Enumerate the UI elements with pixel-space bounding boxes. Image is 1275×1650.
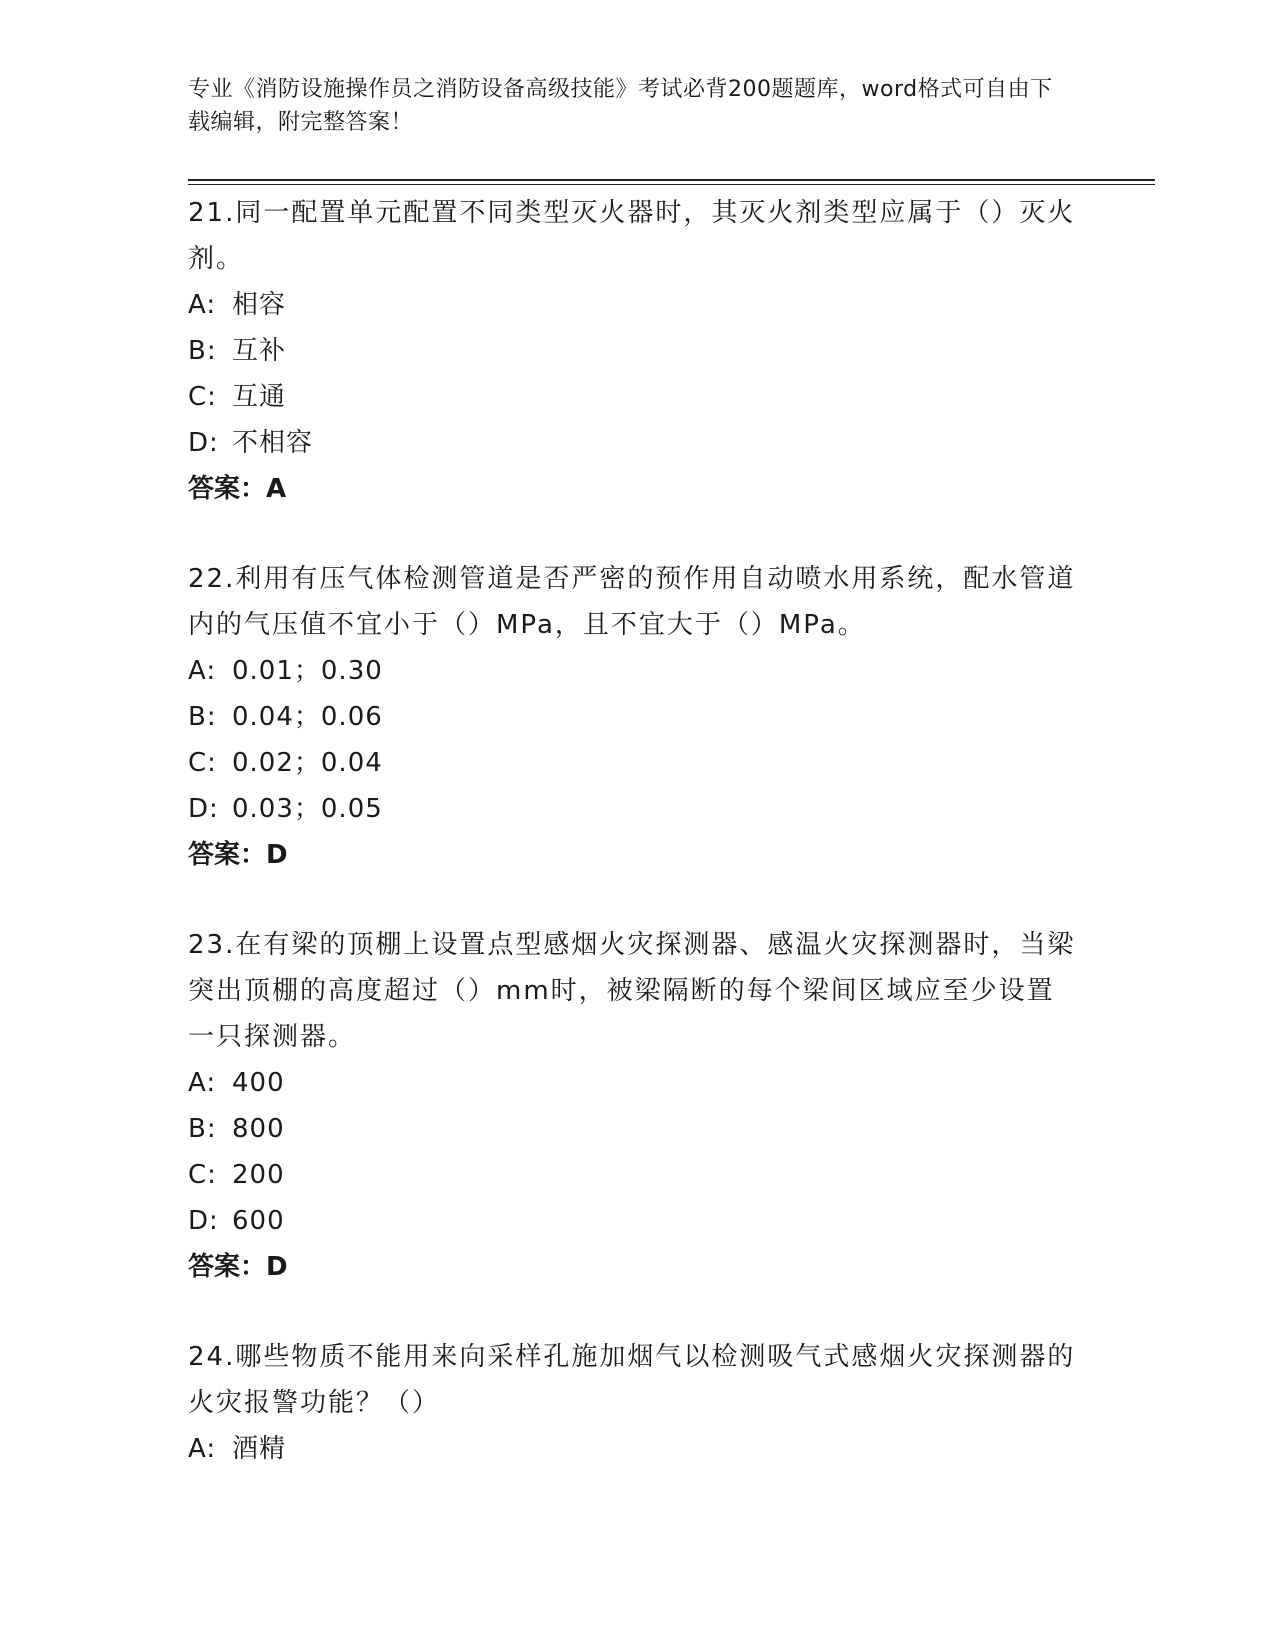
option-text: 0.03；0.05 <box>232 794 383 824</box>
option-text: 不相容 <box>232 428 314 458</box>
option-letter: A: <box>188 290 217 320</box>
question-24 <box>188 1334 1088 1472</box>
option-letter: B: <box>188 336 217 366</box>
option-text: 相容 <box>232 290 287 320</box>
option-letter: A: <box>188 1434 217 1464</box>
option-letter: D: <box>188 428 219 458</box>
option-d <box>188 1198 1088 1244</box>
option-a <box>188 1426 1088 1472</box>
option-c <box>188 374 1088 420</box>
option-letter: D: <box>188 1206 219 1236</box>
option-d <box>188 786 1088 832</box>
option-text: 0.01；0.30 <box>232 656 383 686</box>
option-text: 互补 <box>232 336 287 366</box>
option-a <box>188 282 1088 328</box>
answer-line: 答案：D <box>188 1252 288 1282</box>
option-letter: C: <box>188 748 217 778</box>
option-text: 200 <box>232 1160 285 1190</box>
option-letter: C: <box>188 382 217 412</box>
option-letter: A: <box>188 1068 217 1098</box>
question-list <box>188 190 1088 1516</box>
document-header: 专业《消防设施操作员之消防设备高级技能》考试必背200题题库，word格式可自由下载编辑，附完整答案！ <box>188 77 1053 135</box>
header-rule-thin <box>188 184 1155 185</box>
option-text: 酒精 <box>232 1434 287 1464</box>
header-rule-thick <box>188 179 1155 181</box>
option-c <box>188 1152 1088 1198</box>
question-stem: 22.利用有压气体检测管道是否严密的预作用自动喷水用系统，配水管道内的气压值不宜小于（）MPa，且不宜大于（）MPa。 <box>188 564 1076 640</box>
option-a <box>188 648 1088 694</box>
option-text: 0.02；0.04 <box>232 748 383 778</box>
option-d <box>188 420 1088 466</box>
option-letter: A: <box>188 656 217 686</box>
option-text: 400 <box>232 1068 285 1098</box>
question-stem: 23.在有梁的顶棚上设置点型感烟火灾探测器、感温火灾探测器时，当梁突出顶棚的高度超过（）mm时，被梁隔断的每个梁间区域应至少设置一只探测器。 <box>188 930 1076 1052</box>
option-c <box>188 740 1088 786</box>
option-text: 互通 <box>232 382 287 412</box>
option-text: 800 <box>232 1114 285 1144</box>
option-a <box>188 1060 1088 1106</box>
option-b <box>188 1106 1088 1152</box>
question-22 <box>188 556 1088 878</box>
option-b <box>188 328 1088 374</box>
option-text: 0.04；0.06 <box>232 702 383 732</box>
question-stem: 24.哪些物质不能用来向采样孔施加烟气以检测吸气式感烟火灾探测器的火灾报警功能？（） <box>188 1342 1076 1418</box>
option-text: 600 <box>232 1206 285 1236</box>
option-letter: B: <box>188 1114 217 1144</box>
answer-line: 答案：D <box>188 840 288 870</box>
question-21 <box>188 190 1088 512</box>
question-23 <box>188 922 1088 1290</box>
option-letter: B: <box>188 702 217 732</box>
option-b <box>188 694 1088 740</box>
answer-line: 答案：A <box>188 474 287 504</box>
option-letter: C: <box>188 1160 217 1190</box>
question-stem: 21.同一配置单元配置不同类型灭火器时，其灭火剂类型应属于（）灭火剂。 <box>188 198 1076 274</box>
option-letter: D: <box>188 794 219 824</box>
